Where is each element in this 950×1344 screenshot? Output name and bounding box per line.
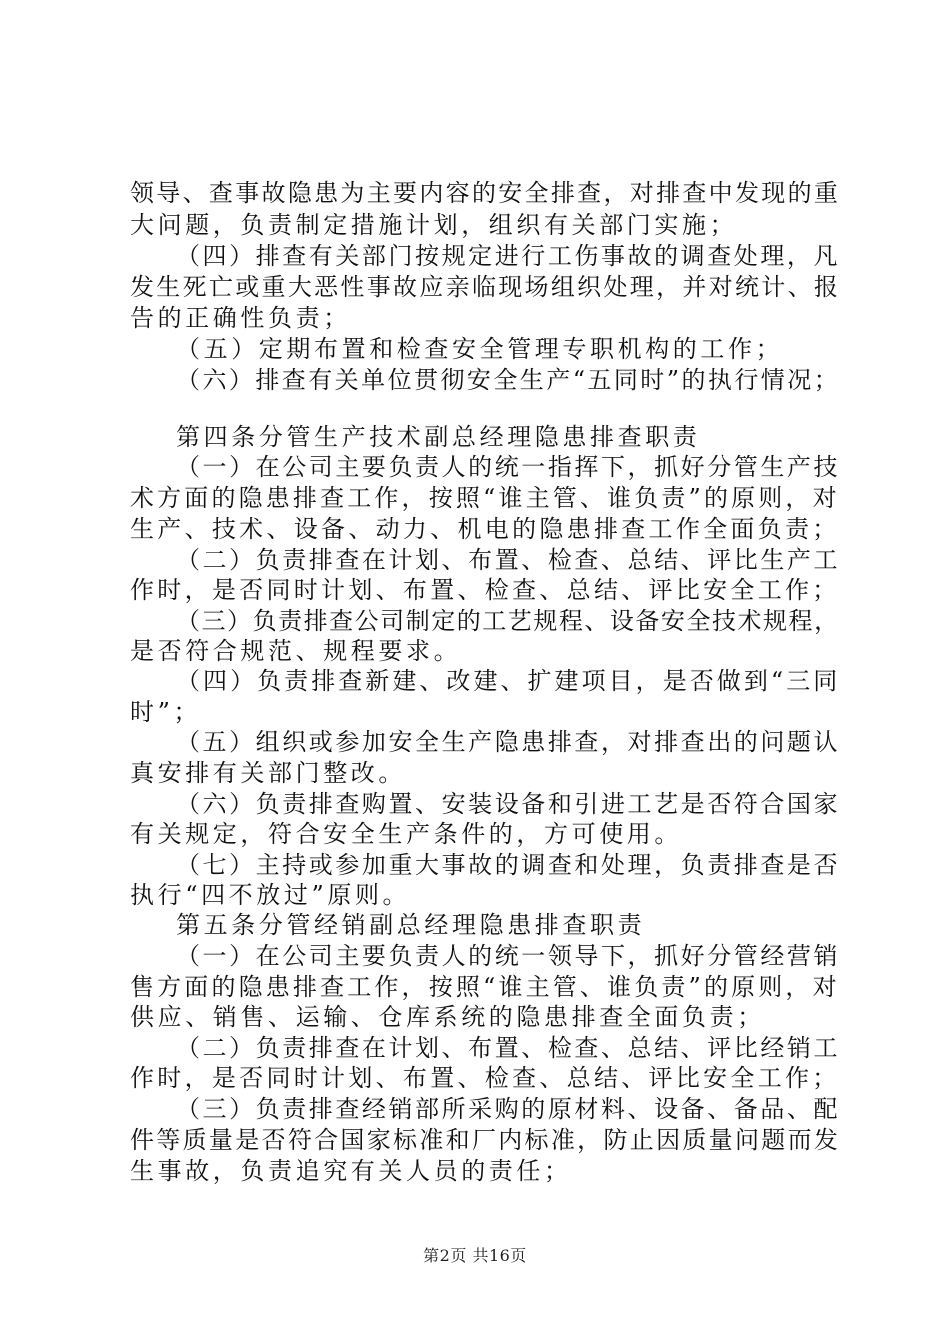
text-line: 作时，是否同时计划、布置、检查、总结、评比安全工作；	[130, 576, 840, 604]
text-line: （六）负责排查购置、安装设备和引进工艺是否符合国家	[176, 790, 840, 818]
text-line: 生事故，负责追究有关人员的责任；	[130, 1157, 572, 1185]
text-line: 有关规定，符合安全生产条件的，方可使用。	[130, 820, 682, 848]
text-line: 件等质量是否符合国家标准和厂内标准，防止因质量问题而发	[130, 1126, 841, 1154]
text-line: 真安排有关部门整改。	[130, 759, 406, 787]
text-line: （七）主持或参加重大事故的调查和处理，负责排查是否	[176, 851, 840, 879]
text-line: 大问题，负责制定措施计划，组织有关部门实施；	[130, 211, 738, 239]
text-line: （三）负责排查经销部所采购的原材料、设备、备品、配	[176, 1095, 840, 1123]
text-line: 生产、技术、设备、动力、机电的隐患排查工作全面负责；	[130, 515, 840, 543]
text-line: 售方面的隐患排查工作，按照“谁主管、谁负责”的原则，对	[130, 973, 840, 1001]
text-line: （一）在公司主要负责人的统一领导下，抓好分管经营销	[176, 942, 840, 970]
text-line: （四）负责排查新建、改建、扩建项目，是否做到“三同	[176, 667, 841, 695]
section-heading: 第四条分管生产技术副总经理隐患排查职责	[176, 423, 701, 451]
text-line: （五）定期布置和检查安全管理专职机构的工作；	[176, 335, 784, 363]
text-line: （六）排查有关单位贯彻安全生产“五同时”的执行情况；	[176, 366, 841, 394]
text-line: 时”；	[130, 698, 202, 726]
text-line: 术方面的隐患排查工作，按照“谁主管、谁负责”的原则，对	[130, 484, 840, 512]
text-line: （二）负责排查在计划、布置、检查、总结、评比生产工	[176, 546, 840, 574]
text-line: 作时，是否同时计划、布置、检查、总结、评比安全工作；	[130, 1064, 840, 1092]
page-number-footer: 第2页 共16页	[423, 1246, 527, 1265]
text-line: 供应、销售、运输、仓库系统的隐患排查全面负责；	[130, 1003, 765, 1031]
text-line: 执行“四不放过”原则。	[130, 881, 411, 909]
text-line: 告的正确性负责；	[130, 304, 351, 332]
text-line: 是否符合规范、规程要求。	[130, 637, 462, 665]
text-line: （五）组织或参加安全生产隐患排查，对排查出的问题认	[176, 728, 840, 756]
text-line: （二）负责排查在计划、布置、检查、总结、评比经销工	[176, 1034, 840, 1062]
text-line: （四）排查有关部门按规定进行工伤事故的调查处理，凡	[176, 242, 840, 270]
text-line: （三）负责排查公司制定的工艺规程、设备安全技术规程，	[176, 607, 840, 635]
section-heading: 第五条分管经销副总经理隐患排查职责	[176, 911, 646, 939]
text-line: （一）在公司主要负责人的统一指挥下，抓好分管生产技	[176, 453, 840, 481]
text-line: 发生死亡或重大恶性事故应亲临现场组织处理，并对统计、报	[130, 273, 841, 301]
text-line: 领导、查事故隐患为主要内容的安全排查，对排查中发现的重	[130, 179, 841, 207]
